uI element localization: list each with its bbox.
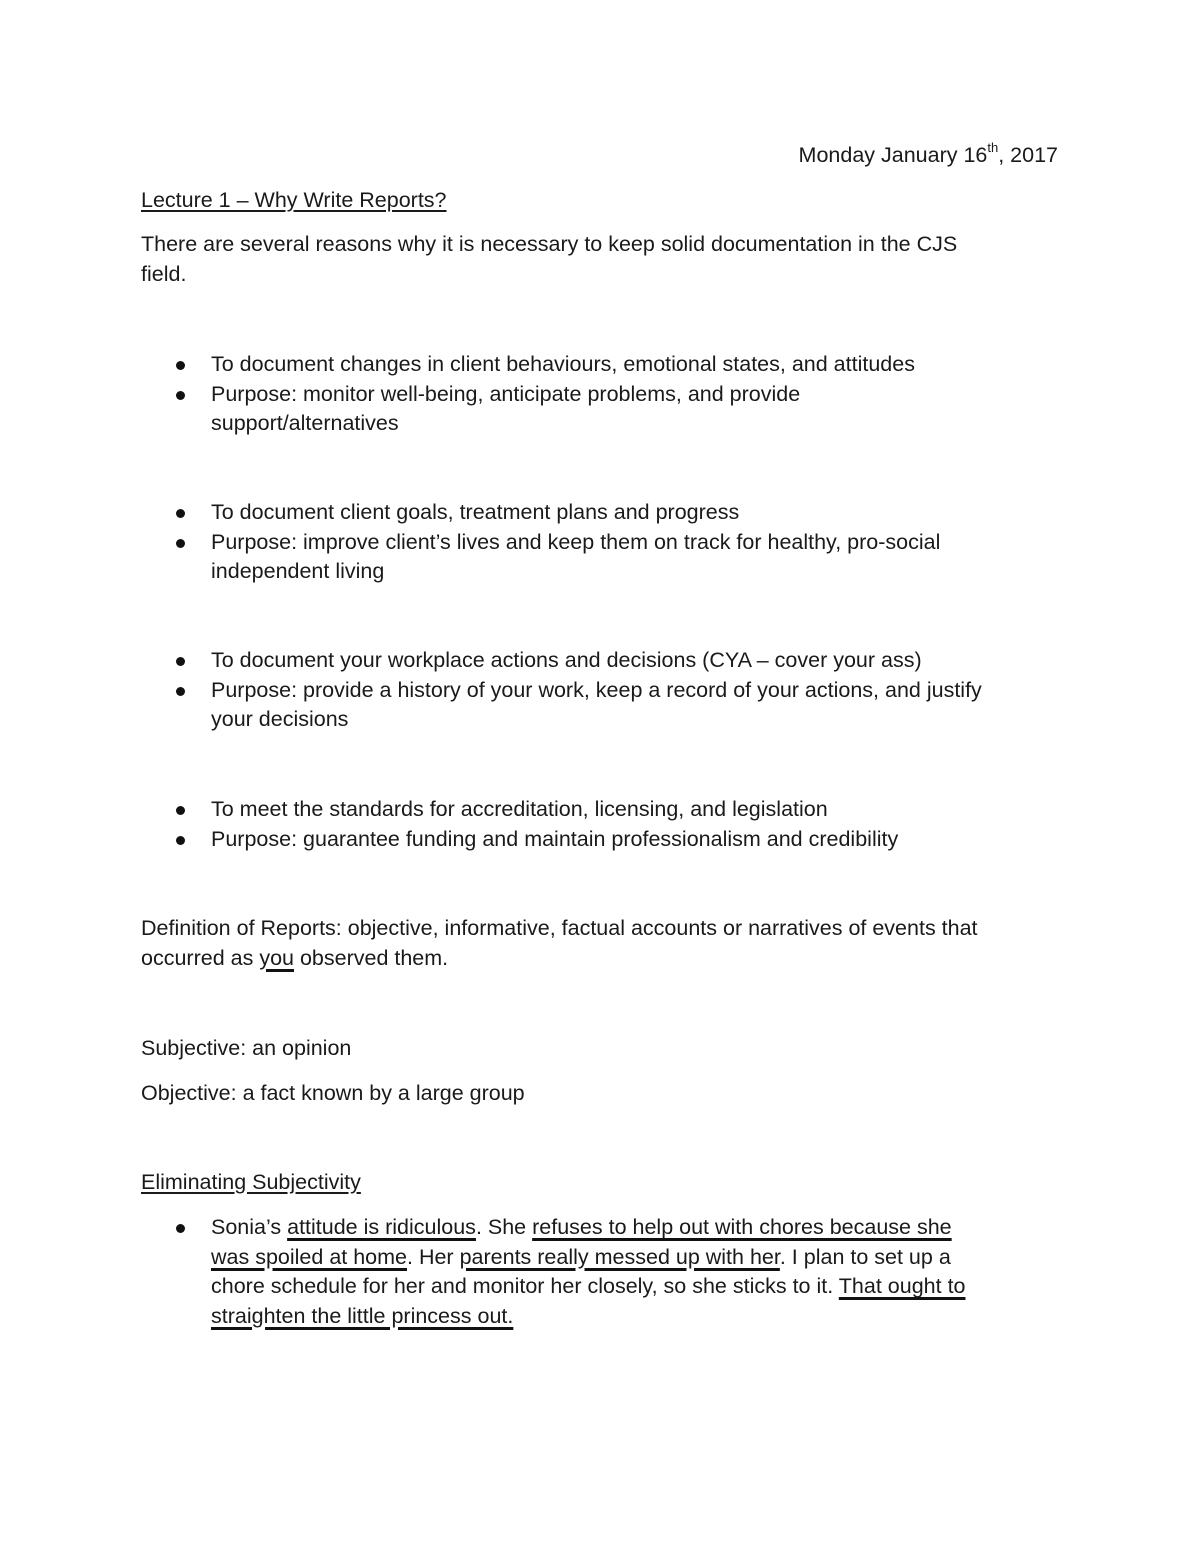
bullet-icon bbox=[176, 539, 185, 548]
bullet-icon bbox=[176, 509, 185, 518]
bullet-group-3 bbox=[141, 646, 1071, 735]
bullet-icon bbox=[176, 391, 185, 400]
handwritten-underline: straighten the little princess out. bbox=[211, 1303, 514, 1328]
list-item: To document your workplace actions and decisions (CYA – cover your ass) bbox=[141, 646, 1071, 676]
handwritten-underline: attitude is ridiculous bbox=[287, 1215, 476, 1239]
handwritten-underline: That ought to bbox=[838, 1274, 966, 1298]
intro-paragraph bbox=[141, 230, 1071, 289]
bullet-icon bbox=[176, 361, 185, 370]
subjective-definition: Subjective: an opinion bbox=[141, 1036, 352, 1060]
list-item bbox=[141, 1213, 1071, 1331]
definition-line: Definition of Reports: objective, informative, factual accounts or narratives of events that bbox=[141, 916, 978, 940]
example-line: was spoiled at home. Her parents really messed up with her. I plan to set up a bbox=[211, 1244, 951, 1269]
bullet-group-4 bbox=[141, 795, 1071, 854]
intro-line: There are several reasons why it is necessary to keep solid documentation in the CJS bbox=[141, 232, 958, 256]
handwritten-underline: was spoiled at home bbox=[211, 1244, 407, 1269]
bullet-icon bbox=[176, 836, 185, 845]
bullet-group-1 bbox=[141, 350, 1071, 439]
lecture-heading: Lecture 1 – Why Write Reports? bbox=[141, 188, 447, 212]
definition-paragraph bbox=[141, 914, 1071, 973]
bullet-icon bbox=[176, 1224, 185, 1233]
bullet-icon bbox=[176, 806, 185, 815]
section-heading-eliminating-subjectivity: Eliminating Subjectivity bbox=[141, 1170, 361, 1194]
list-item: Purpose: monitor well-being, anticipate problems, and provide support/alternatives bbox=[141, 380, 1071, 439]
date-ordinal-suffix: th bbox=[987, 139, 999, 155]
list-item: To document changes in client behaviours, emotional states, and attitudes bbox=[141, 350, 1071, 380]
example-list bbox=[141, 1213, 1071, 1331]
list-item: Purpose: improve client’s lives and keep them on track for healthy, pro-social independent living bbox=[141, 528, 1071, 587]
objective-definition: Objective: a fact known by a large group bbox=[141, 1081, 525, 1105]
bullet-icon bbox=[176, 657, 185, 666]
intro-line: field. bbox=[141, 261, 187, 286]
bullet-icon bbox=[176, 687, 185, 696]
definition-line: occurred as you observed them. bbox=[141, 945, 449, 970]
handwritten-underline: you bbox=[259, 945, 294, 970]
example-line: chore schedule for her and monitor her closely, so she sticks to it. That ought to bbox=[211, 1274, 966, 1298]
handwritten-underline: refuses to help out with chores because she bbox=[532, 1215, 952, 1239]
example-line bbox=[211, 1302, 1071, 1332]
list-item: To meet the standards for accreditation, licensing, and legislation bbox=[141, 795, 1071, 825]
list-item: Purpose: guarantee funding and maintain professionalism and credibility bbox=[141, 825, 1071, 855]
example-line: Sonia’s attitude is ridiculous. She refuses to help out with chores because she bbox=[211, 1215, 952, 1239]
handwritten-underline: parents really messed up with her bbox=[459, 1244, 780, 1269]
list-item: Purpose: provide a history of your work, keep a record of your actions, and justify your decisions bbox=[141, 676, 1071, 735]
date-text: Monday January 16 bbox=[798, 143, 988, 167]
date-year: , 2017 bbox=[998, 143, 1058, 167]
document-date bbox=[799, 141, 1058, 171]
list-item: To document client goals, treatment plans and progress bbox=[141, 498, 1071, 528]
bullet-group-2 bbox=[141, 498, 1071, 587]
